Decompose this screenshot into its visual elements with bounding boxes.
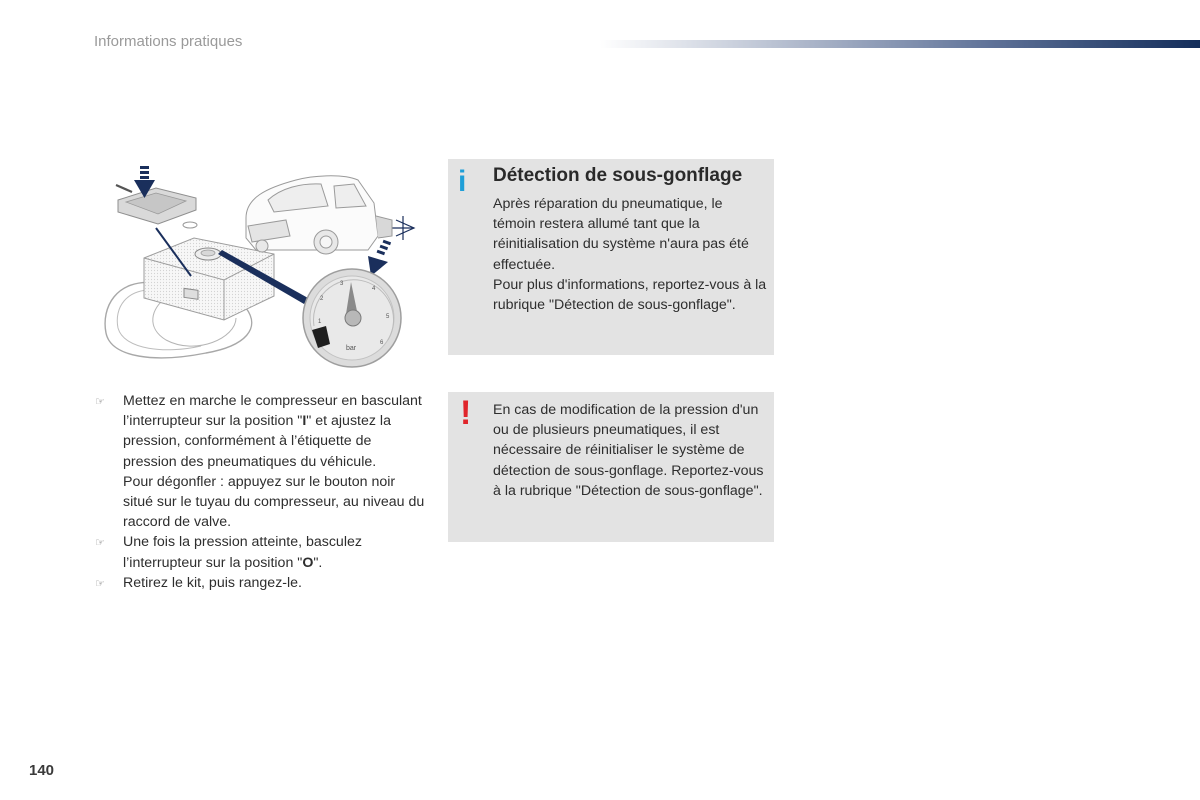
info-icon: i <box>458 165 467 198</box>
gauge-tick-label: 5 <box>386 314 390 320</box>
list-item <box>95 532 425 572</box>
info-paragraph: Après réparation du pneumatique, le témoin restera allumé tant que la réinitialisation du système n'aura pas été effectuée. <box>493 196 749 273</box>
pressure-gauge <box>303 269 401 367</box>
switch-position-off: O <box>302 554 314 571</box>
switch-position-on: I <box>302 413 307 430</box>
header-gradient-bar <box>600 40 1200 48</box>
list-item <box>95 573 425 593</box>
pointing-hand-icon: ☞ <box>95 537 105 550</box>
target-marker-icon <box>392 216 414 240</box>
gauge-tick-label: 6 <box>380 340 384 346</box>
pointing-hand-icon: ☞ <box>95 577 105 590</box>
warning-icon: ! <box>460 394 472 432</box>
info-box <box>448 159 774 355</box>
info-box-title: Détection de sous-gonflage <box>493 165 743 186</box>
compressor-illustration <box>96 158 426 368</box>
page-number: 140 <box>29 762 55 779</box>
gauge-tick-label: 3 <box>340 281 344 287</box>
gauge-unit-label: bar <box>346 345 357 352</box>
step-text: Une fois la pression atteinte, basculez l’interrupteur sur la position "O". <box>123 534 362 571</box>
info-paragraph: Pour plus d'informations, reportez-vous à la rubrique "Détection de sous-gonflage". <box>493 276 767 314</box>
list-item <box>95 391 425 532</box>
instruction-list <box>95 391 425 593</box>
warning-box-text: En cas de modification de la pression d'un ou de plusieurs pneumatiques, il est nécessaire de réinitialiser le système de détection de sous-gonflage. Reportez-vous à la rubrique "Détection de sous-gonflage". <box>493 402 764 499</box>
gauge-tick-label: 2 <box>320 296 324 302</box>
page-header-title: Informations pratiques <box>94 33 243 50</box>
step-deflate-text: Pour dégonfler : appuyez sur le bouton noir situé sur le tuyau du compresseur, au niveau du raccord de valve. <box>123 473 425 531</box>
step-text: Retirez le kit, puis rangez-le. <box>123 574 302 591</box>
info-box-text <box>493 194 768 315</box>
warning-box <box>448 392 774 542</box>
gauge-tick-label: 1 <box>318 319 322 325</box>
step-text: Mettez en marche le compresseur en basculant l’interrupteur sur la position "I" et ajustez la pression, conformément à l’étiquette de pression des pneumatiques du véhicule. <box>123 393 422 470</box>
gauge-tick-label: 4 <box>372 286 376 292</box>
pointing-hand-icon: ☞ <box>95 396 105 408</box>
